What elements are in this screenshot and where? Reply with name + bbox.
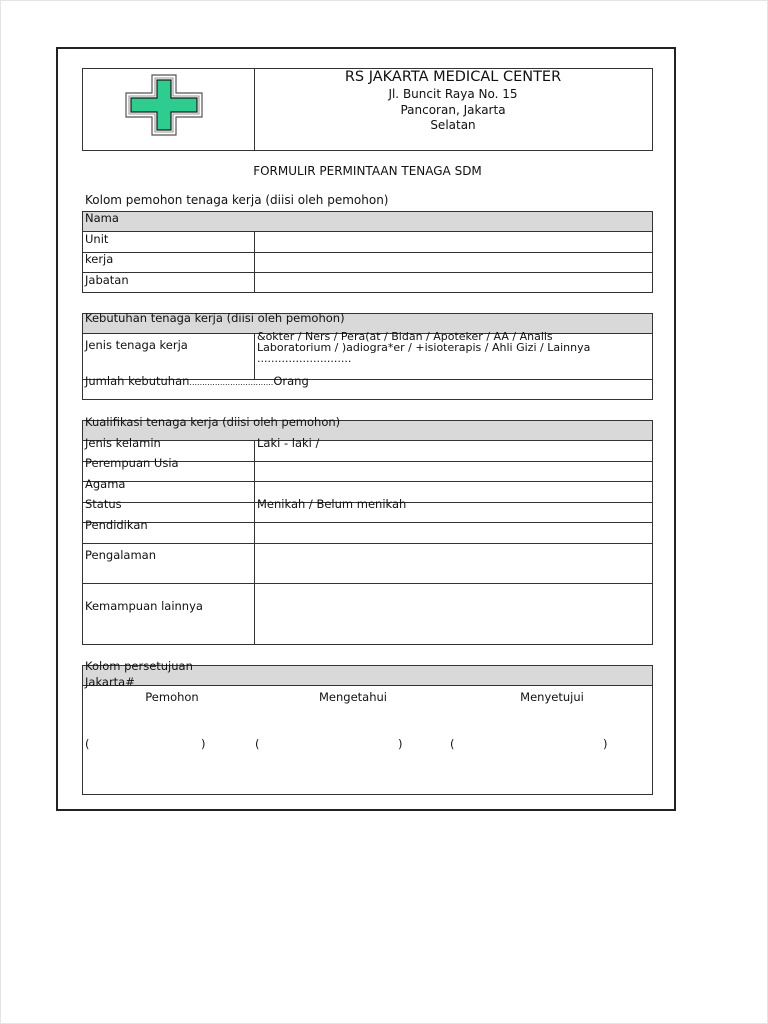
jumlah-label: Jumlah kebutuhan: [85, 374, 190, 388]
section4-heading: Kolom persetujuan: [85, 659, 193, 673]
s3-row-line: [82, 481, 653, 482]
form-document: [56, 47, 676, 811]
jumlah-unit: Orang: [273, 374, 309, 388]
signature-open-paren: (: [255, 737, 260, 751]
field-kerja: kerja: [85, 252, 114, 266]
field-status: Status: [85, 497, 122, 511]
s1-col-line: [254, 231, 255, 293]
field-unit: Unit: [85, 232, 109, 246]
jumlah-dots: .................................: [189, 378, 274, 387]
section2-heading: Kebutuhan tenaga kerja (diisi oleh pemohon): [85, 311, 345, 325]
form-title: FORMULIR PERMINTAAN TENAGA SDM: [253, 164, 482, 178]
field-jabatan: Jabatan: [85, 273, 129, 287]
s4-row-line: [82, 685, 653, 686]
s3-col-line: [254, 440, 255, 645]
signature-close-paren: ): [398, 737, 403, 751]
s3-row-line: [82, 440, 653, 441]
address-line-3: Selatan: [430, 118, 476, 132]
place-label: Jakarta#: [85, 675, 135, 689]
signer-mengetahui: Mengetahui: [319, 690, 387, 704]
jenis-kelamin-value: Laki - laki /: [257, 436, 320, 450]
signer-pemohon: Pemohon: [145, 690, 199, 704]
field-jumlah-kebutuhan: [85, 375, 309, 389]
s2-col-line: [254, 333, 255, 379]
field-pengalaman: Pengalaman: [85, 548, 157, 562]
green-cross-icon: [124, 73, 204, 137]
s3-row-line: [82, 522, 653, 523]
status-value: Menikah / Belum menikah: [257, 497, 407, 511]
signature-open-paren: (: [85, 737, 90, 751]
section3-heading: Kualifikasi tenaga kerja (diisi oleh pemohon): [85, 415, 341, 429]
field-nama: Nama: [85, 211, 119, 225]
field-jenis-kelamin: Jenis kelamin: [85, 436, 161, 450]
jenis-options-line-2: Laboratorium / )adiogra*er / +isioterapis / Ahli Gizi / Lainnya: [257, 341, 591, 354]
field-pendidikan: Pendidikan: [85, 518, 148, 532]
s1-row-line: [82, 252, 653, 253]
signer-menyetujui: Menyetujui: [520, 690, 584, 704]
s1-row-line: [82, 272, 653, 273]
signature-close-paren: ): [603, 737, 608, 751]
field-perempuan-usia: Perempuan Usia: [85, 456, 179, 470]
address-line-1: Jl. Buncit Raya No. 15: [388, 87, 518, 101]
section1-heading: Kolom pemohon tenaga kerja (diisi oleh pemohon): [85, 193, 389, 207]
signature-open-paren: (: [450, 737, 455, 751]
field-kemampuan-lainnya: Kemampuan lainnya: [85, 599, 203, 613]
jenis-options-line-1: &okter / Ners / Pera(at / Bidan / Apoteker / AA / Analis: [257, 330, 553, 343]
signature-close-paren: ): [201, 737, 206, 751]
field-agama: Agama: [85, 477, 126, 491]
field-jenis-tenaga-kerja: Jenis tenaga kerja: [85, 338, 188, 352]
s1-row-line: [82, 231, 653, 232]
jenis-options-line-3: ...........................: [257, 352, 352, 365]
address-line-2: Pancoran, Jakarta: [400, 103, 506, 117]
s3-row-line: [82, 543, 653, 544]
s3-row-line: [82, 583, 653, 584]
hospital-name: RS JAKARTA MEDICAL CENTER: [344, 69, 562, 85]
